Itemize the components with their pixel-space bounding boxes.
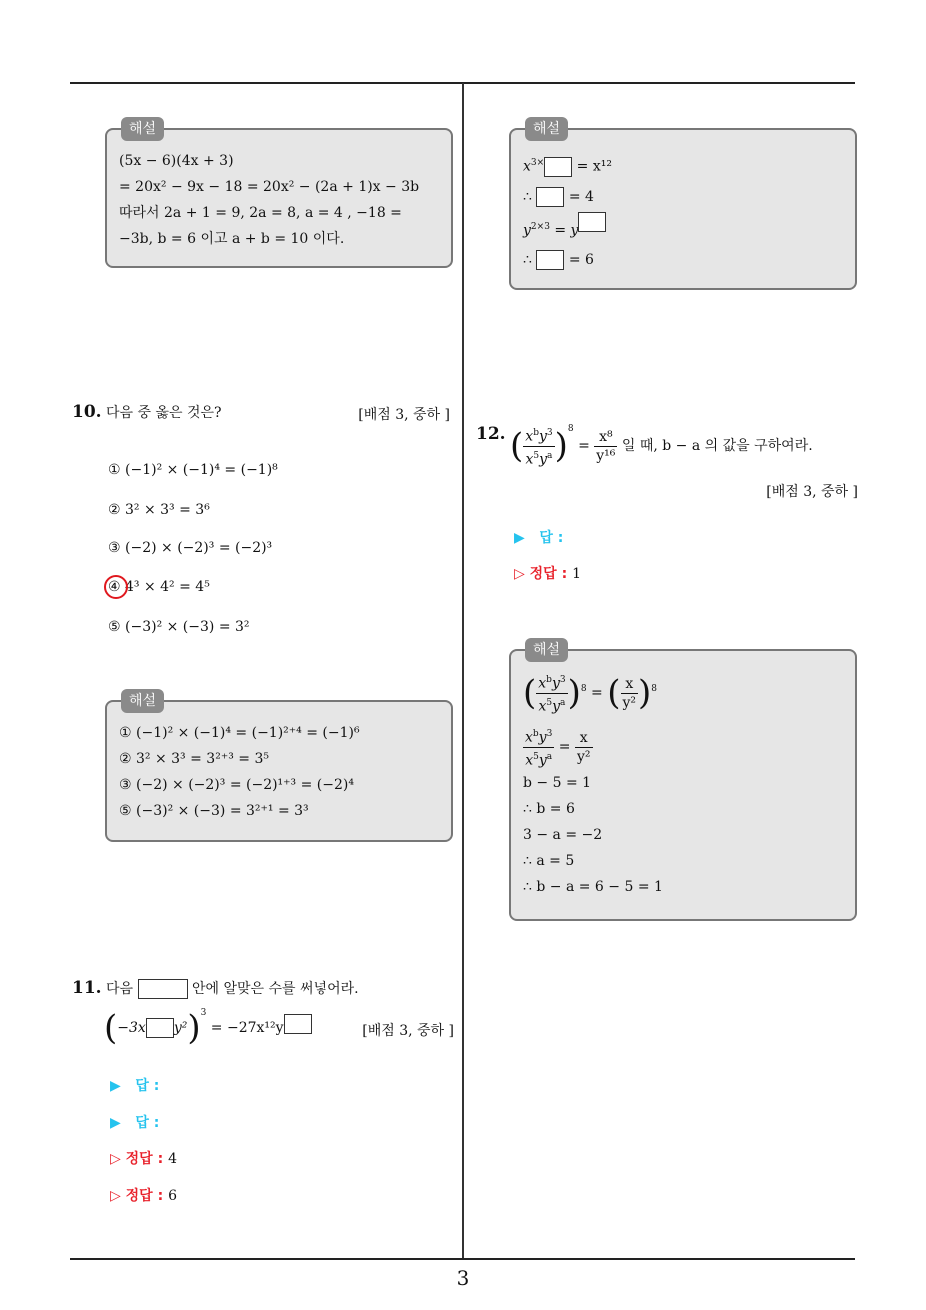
expr-text: = 4 <box>568 188 594 205</box>
fraction: $\frac{x^by^3}{x^5y^a}$ <box>523 424 554 468</box>
expr-text: x <box>523 158 531 175</box>
blank-box[interactable] <box>536 250 564 270</box>
score-label: [배점 3, 중하 ] <box>766 484 858 500</box>
solution-tag: 해설 <box>121 117 164 141</box>
fraction: $\frac{x^by^3}{x^5y^a}$ <box>536 671 567 715</box>
paren-left: ( <box>523 673 537 714</box>
solution-line: ⑤ (−3)² × (−3) = 3²⁺¹ = 3³ <box>119 803 309 819</box>
solution-line: ( $\frac{x^by^3}{x^5y^a}$ )$^8$ = ( $\frac{x}{\text{y²}}$ )$^8$ <box>523 671 843 715</box>
correct-label: 정답 : <box>125 1151 164 1167</box>
play-arrow-icon: ▶ <box>110 1115 121 1131</box>
question-number: 10. <box>72 402 102 422</box>
solution-line <box>523 245 843 275</box>
paren-right: ) <box>187 1008 201 1048</box>
answer-label: 답 : <box>135 1115 160 1131</box>
question-number: 11. <box>72 978 102 998</box>
solution-line: 따라서 2a + 1 = 9, 2a = 8, a = 4 , −18 = <box>119 205 402 221</box>
selected-answer-circle-icon <box>104 575 128 599</box>
expr-text: y <box>523 222 531 239</box>
solution-line: (5x − 6)(4x + 3) <box>119 153 234 169</box>
expr-text: = 6 <box>568 252 594 269</box>
column-divider <box>462 83 464 1259</box>
bottom-rule <box>70 1258 855 1260</box>
paren-right: ) <box>554 426 568 467</box>
choice-1[interactable]: ① (−1)² × (−1)⁴ = (−1)⁸ <box>108 462 278 478</box>
solution-tag: 해설 <box>525 638 568 662</box>
question-11-expression <box>104 1008 456 1048</box>
question-12: 12. ( $\frac{x^by^3}{x^5y^a}$ )$^8$ = $\frac{\text{x⁸}}{\text{y¹⁶}}$ 일 때, b − a 의 값을 구하여라. <box>476 424 813 468</box>
paren-right: ) <box>567 673 581 714</box>
page-number: 3 <box>456 1266 470 1290</box>
paren-left: ( <box>104 1008 118 1048</box>
question-text: 다음 중 옳은 것은? <box>106 405 222 421</box>
blank-box[interactable] <box>544 157 572 177</box>
expr-sup: 3× <box>530 158 545 168</box>
choice-3[interactable]: ③ (−2) × (−2)³ = (−2)³ <box>108 540 273 556</box>
answer-label: 답 : <box>539 530 564 546</box>
expr-sup: 8 <box>651 684 658 694</box>
correct-label: 정답 : <box>125 1188 164 1204</box>
question-text: 안에 알맞은 수를 써넣어라. <box>192 981 359 997</box>
solution-line: b − 5 = 1 <box>523 774 592 791</box>
question-text: 일 때, b − a 의 값을 구하여라. <box>621 438 813 455</box>
score-label: [배점 3, 중하 ] <box>358 407 450 423</box>
fraction: $\frac{x^by^3}{x^5y^a}$ <box>523 725 554 769</box>
answer-field-2[interactable] <box>110 1112 159 1132</box>
solution-box-q12 <box>509 642 857 921</box>
paren-left: ( <box>510 426 524 467</box>
question-number: 12. <box>476 424 506 444</box>
expr-text: y² <box>173 1020 188 1036</box>
expr-sup: 8 <box>567 424 574 434</box>
correct-value: 1 <box>572 566 581 582</box>
paren-left: ( <box>607 673 621 714</box>
solution-line: = 20x² − 9x − 18 = 20x² − (2a + 1)x − 3b <box>119 179 420 195</box>
answer-label: 답 : <box>135 1078 160 1094</box>
solution-tag: 해설 <box>525 117 568 141</box>
fraction: $\frac{x}{\text{y²}}$ <box>622 675 637 711</box>
solution-line: ∴ b = 6 <box>523 800 575 817</box>
fraction: $\frac{\text{x⁸}}{\text{y¹⁶}}$ <box>596 428 616 464</box>
solution-line <box>523 212 843 246</box>
outline-arrow-icon: ▷ <box>514 566 525 582</box>
expr-text: −3x <box>117 1020 146 1036</box>
solution-line: 3 − a = −2 <box>523 826 603 843</box>
blank-box[interactable] <box>138 979 188 999</box>
question-10 <box>72 402 454 422</box>
question-text: 다음 <box>106 981 134 997</box>
choice-5[interactable]: ⑤ (−3)² × (−3) = 3² <box>108 619 250 635</box>
choice-4[interactable]: ④ 4³ × 4² = 4⁵ <box>108 579 210 595</box>
correct-value: 4 <box>168 1151 177 1167</box>
question-11 <box>72 978 454 999</box>
solution-line: ② 3² × 3³ = 3²⁺³ = 3⁵ <box>119 751 269 767</box>
play-arrow-icon: ▶ <box>110 1078 121 1094</box>
solution-line: ∴ a = 5 <box>523 852 575 869</box>
expr-sup: 8 <box>580 684 587 694</box>
correct-label: 정답 : <box>529 566 568 582</box>
solution-line: −3b, b = 6 이고 a + b = 10 이다. <box>119 231 345 247</box>
expr-text: = x¹² <box>576 158 612 175</box>
score-label: [배점 3, 중하 ] <box>362 1023 454 1039</box>
outline-arrow-icon: ▷ <box>110 1151 121 1167</box>
solution-box-right-top <box>509 121 857 290</box>
correct-answer-1 <box>110 1148 177 1168</box>
play-arrow-icon: ▶ <box>514 530 525 546</box>
solution-line <box>523 182 843 212</box>
correct-value: 6 <box>168 1188 177 1204</box>
answer-field-1[interactable] <box>110 1075 159 1095</box>
fraction: $\frac{x}{\text{y²}}$ <box>576 729 591 765</box>
therefore-symbol: ∴ <box>523 188 532 205</box>
paren-right: ) <box>638 673 652 714</box>
solution-line: $\frac{x^by^3}{x^5y^a}$ = $\frac{x}{\text{y²}}$ <box>523 725 843 769</box>
solution-line: ∴ b − a = 6 − 5 = 1 <box>523 878 663 895</box>
answer-field[interactable] <box>514 527 563 547</box>
solution-line <box>523 148 843 182</box>
blank-box[interactable] <box>536 187 564 207</box>
expr-sup: 2×3 <box>530 221 550 232</box>
choice-2[interactable]: ② 3² × 3³ = 3⁶ <box>108 502 210 518</box>
blank-box[interactable] <box>284 1014 312 1034</box>
solution-tag: 해설 <box>121 689 164 713</box>
outline-arrow-icon: ▷ <box>110 1188 121 1204</box>
solution-box-q10 <box>105 693 453 842</box>
expr-sup: 3 <box>200 1008 207 1018</box>
correct-answer-2 <box>110 1185 177 1205</box>
blank-box[interactable] <box>146 1018 174 1038</box>
expr-text: = −27x¹²y <box>210 1020 284 1036</box>
therefore-symbol: ∴ <box>523 252 532 269</box>
blank-box[interactable] <box>578 212 606 232</box>
solution-box-q9 <box>105 121 453 268</box>
solution-line: ① (−1)² × (−1)⁴ = (−1)²⁺⁴ = (−1)⁶ <box>119 725 360 741</box>
correct-answer <box>514 563 581 583</box>
solution-line: ③ (−2) × (−2)³ = (−2)¹⁺³ = (−2)⁴ <box>119 777 354 793</box>
expr-text: = y <box>554 222 579 239</box>
